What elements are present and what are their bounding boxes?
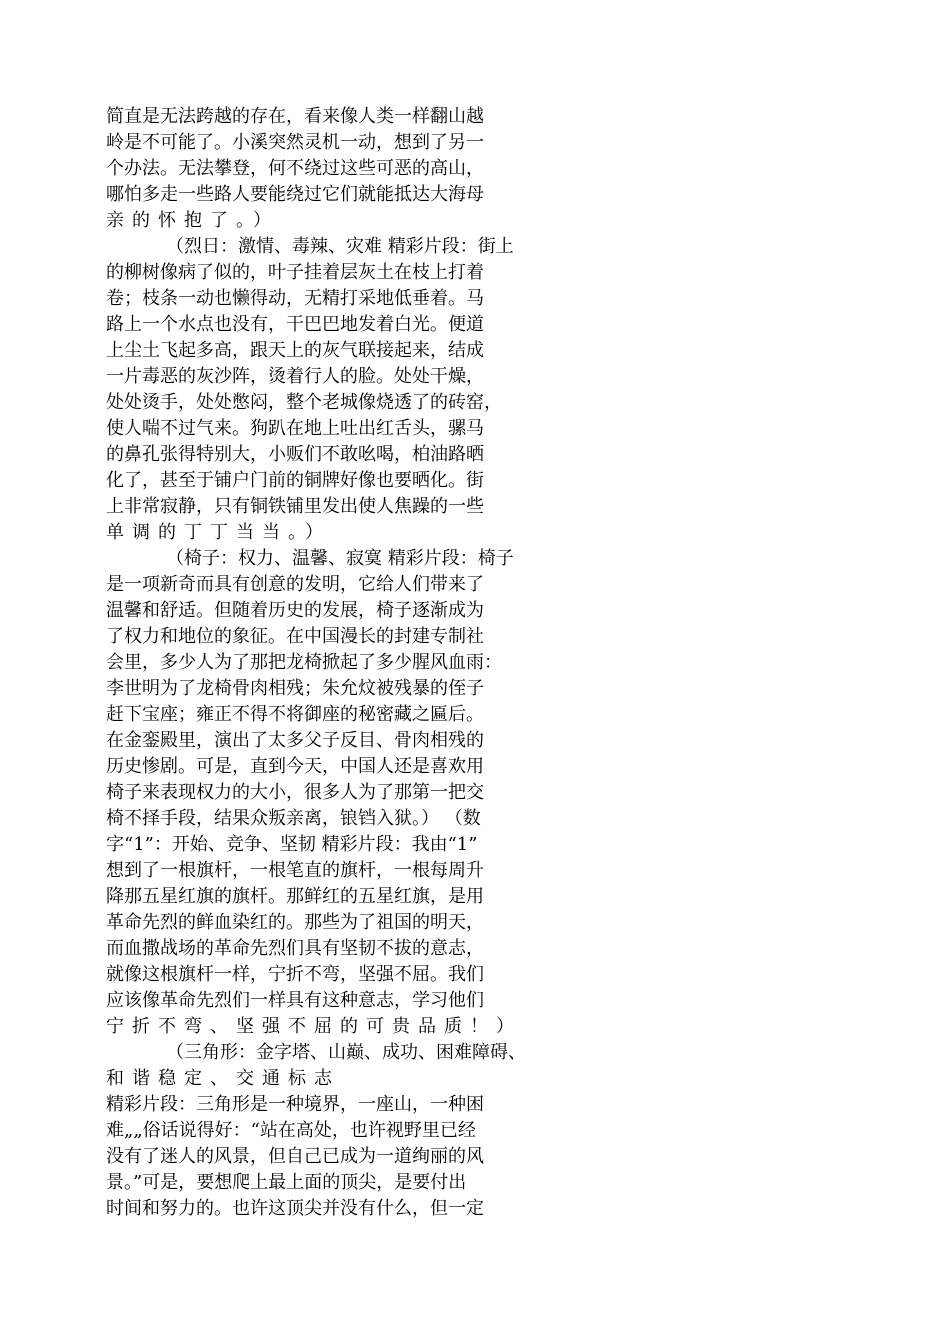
text-line: 没有了迷人的风景，但自己已成为一道绚丽的风	[106, 1146, 484, 1167]
text-line: 了权力和地位的象征。在中国漫长的封建专制社	[106, 626, 484, 647]
text-line: 椅不择手段，结果众叛亲离，锒铛入狱。） （数	[106, 808, 481, 829]
text-line: 温馨和舒适。但随着历史的发展，椅子逐渐成为	[106, 600, 484, 621]
text-line: 赶下宝座；雍正不得不将御座的秘密藏之匾后。	[106, 704, 484, 725]
text-line: 处处烫手，处处憋闷，整个老城像烧透了的砖窑，	[106, 392, 502, 413]
text-line: 降那五星红旗的旗杆。那鲜红的五星红旗，是用	[106, 886, 484, 907]
text-line: 精彩片段：三角形是一种境界，一座山，一种困	[106, 1094, 484, 1115]
text-line: 上尘土飞起多高，跟天上的灰气联接起来，结成	[106, 340, 484, 361]
text-line: 会里，多少人为了那把龙椅掀起了多少腥风血雨：	[106, 652, 502, 673]
text-line: 是一项新奇而具有创意的发明，它给人们带来了	[106, 574, 484, 595]
text-line: 想到了一根旗杆，一根笔直的旗杆，一根每周升	[106, 860, 484, 881]
text-line: 路上一个水点也没有，干巴巴地发着白光。便道	[106, 314, 484, 335]
text-line: 个办法。无法攀登，何不绕过这些可恶的高山，	[106, 158, 484, 179]
text-line: 宁折不弯、坚强不屈的可贵品质！）	[106, 1016, 522, 1037]
text-line: 难„„俗话说得好：“站在高处，也许视野里已经	[106, 1120, 476, 1141]
text-line: 一片毒恶的灰沙阵，烫着行人的脸。处处干燥，	[106, 366, 484, 387]
text-line: 在金銮殿里，演出了太多父子反目、骨肉相残的	[106, 730, 484, 751]
text-line: 岭是不可能了。小溪突然灵机一动，想到了另一	[106, 132, 484, 153]
text-line: 而血撒战场的革命先烈们具有坚韧不拔的意志，	[106, 938, 484, 959]
paragraph-start-line: （椅子：权力、温馨、寂寞 精彩片段：椅子	[166, 548, 514, 569]
text-line: 时间和努力的。也许这顶尖并没有什么，但一定	[106, 1198, 484, 1219]
text-line: 上非常寂静，只有铜铁铺里发出使人焦躁的一些	[106, 496, 484, 517]
text-line: 就像这根旗杆一样，宁折不弯，坚强不屈。我们	[106, 964, 484, 985]
text-line: 历史惨剧。可是，直到今天，中国人还是喜欢用	[106, 756, 484, 777]
text-line: 的鼻孔张得特别大，小贩们不敢吆喝，柏油路晒	[106, 444, 484, 465]
text-line: 化了，甚至于铺户门前的铜牌好像也要晒化。街	[106, 470, 484, 491]
text-line: 亲的怀抱了。）	[106, 210, 279, 231]
text-line: 单调的丁丁当当。）	[106, 522, 331, 543]
text-line: 使人喘不过气来。狗趴在地上吐出红舌头，骡马	[106, 418, 484, 439]
text-line: 卷；枝条一动也懒得动，无精打采地低垂着。马	[106, 288, 484, 309]
text-line: 和谐稳定、交通标志	[106, 1068, 340, 1089]
text-line: 简直是无法跨越的存在，看来像人类一样翻山越	[106, 106, 484, 127]
text-line: 革命先烈的鲜血染红的。那些为了祖国的明天，	[106, 912, 484, 933]
paragraph-start-line: （三角形：金字塔、山巅、成功、困难障碍、	[166, 1042, 526, 1063]
text-line: 椅子来表现权力的大小，很多人为了那第一把交	[106, 782, 484, 803]
paragraph-start-line: （烈日：激情、毒辣、灾难 精彩片段：街上	[166, 236, 514, 257]
text-line: 的柳树像病了似的，叶子挂着层灰土在枝上打着	[106, 262, 484, 283]
text-line: 哪怕多走一些路人要能绕过它们就能抵达大海母	[106, 184, 484, 205]
text-line: 字“1”：开始、竞争、坚韧 精彩片段：我由“1”	[106, 834, 478, 855]
text-line: 李世明为了龙椅骨肉相残；朱允炆被残暴的侄子	[106, 678, 484, 699]
text-line: 应该像革命先烈们一样具有这种意志，学习他们	[106, 990, 484, 1011]
text-line: 景。”可是，要想爬上最上面的顶尖，是要付出	[106, 1172, 467, 1193]
